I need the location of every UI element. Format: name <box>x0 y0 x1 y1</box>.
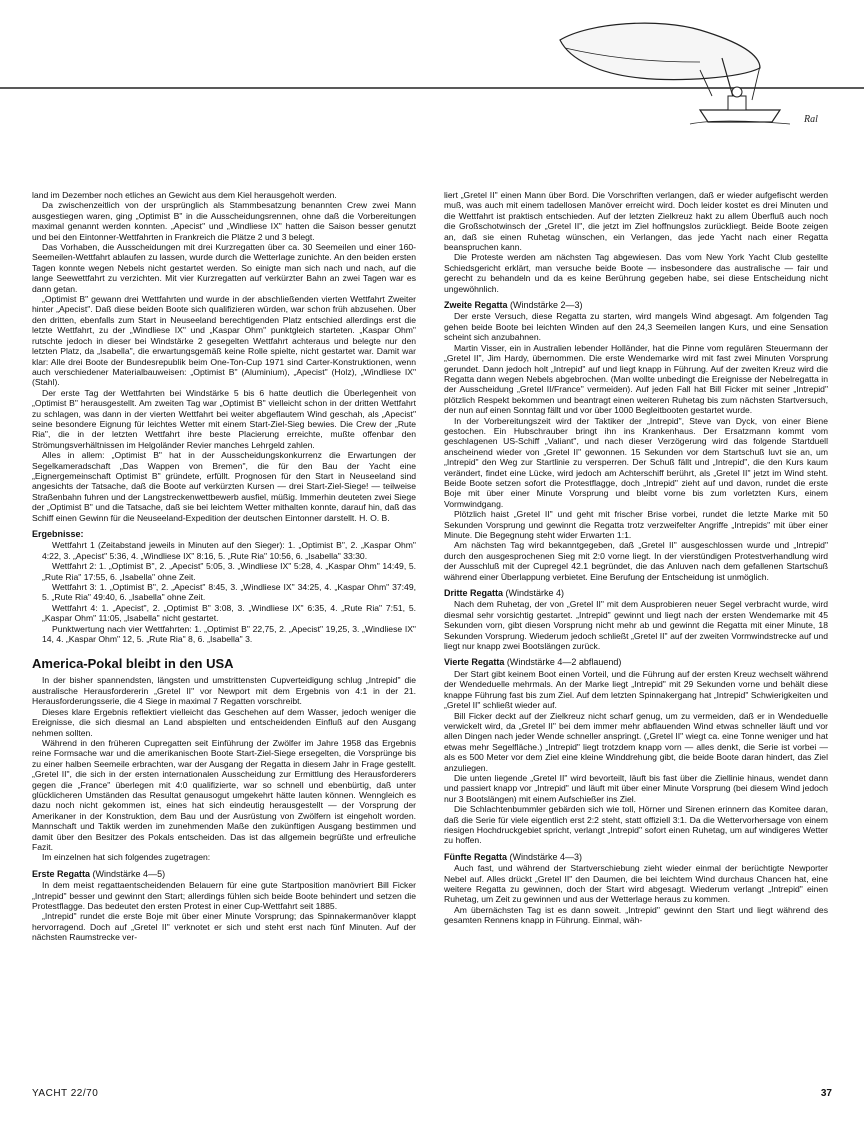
race-title: Erste Regatta <box>32 868 91 879</box>
paragraph: Da zwischenzeitlich von der ursprünglich als Stammbesatzung benannten Crew zwei Mann ausgestiegen waren, ging „Optimist B" in die Ausscheidungsrennen, ohne daß die Vorbereitungen maximal genannt werden konnten. „Apecist" und „Windliese IX" hatten die Saison besser genutzt und bei den Eintonner-Wettfahrten in Frankreich die Plätze 2 und 3 belegt. <box>32 200 416 242</box>
paragraph: In der bisher spannendsten, längsten und umstrittensten Cupverteidigung schlug „Intrepid" die australische Herausfordererin „Gretel II" vor Newport mit dem Ergebnis von 4:1 in der 21. Herausforderungsserie, die 4 Siege in maximal 7 Regatten vorschreibt. <box>32 675 416 707</box>
paragraph: Die Proteste werden am nächsten Tag abgewiesen. Das vom New York Yacht Club gestellte Schiedsgericht erklärt, man versuche beide Boote — insbesondere das australische — fair und gerecht zu behandeln und da es keine Berührung gegeben habe, sei diese Entscheidung nicht ungewöhnlich. <box>444 252 828 294</box>
paragraph: Die unten liegende „Gretel II" wird bevorteilt, läuft bis fast über die Ziellinie hinaus, wendet dann und passiert knapp vor „Intrepid" und läuft mit über einer Minute Vorsprung (bei diesem Wind jedoch nur 3 Bootslängen) mit einem Aufschießer ins Ziel. <box>444 772 828 804</box>
paragraph: In der Vorbereitungszeit wird der Taktiker der „Intrepid", Steve van Dyck, von einer Biene gestochen. Ein Hubschrauber bringt ihn ins Krankenhaus. Der Ersatzmann kommt vom geschlagenen US-Schiff „Valiant", und nach dieser Verzögerung wird das folgende Startduell anscheinend wieder von „Gretel II" gewonnen. 15 Sekunden vor dem Startschuß luvt sie an, um „Intrepid" den Weg zur Startlinie zu versperren. Der Schuß fällt und „Intrepid", die den Kurs kaum verändert, findet eine Lücke, wird jedoch am Achterschiff berührt, als „Gretel II" jetzt im Wind steht. Beide Boote setzen sofort die Protestflagge, doch „Intrepid" zieht auf und davon, rundet die erste Boje mit über einer Minute Vorsprung und bleibt vorne bis zum vorletzten Kurs, einem Vormwindgang. <box>444 415 828 509</box>
race-title: Vierte Regatta <box>444 657 505 668</box>
paragraph: Der erste Tag der Wettfahrten bei Windstärke 5 bis 6 hatte deutlich die Überlegenheit von „Optimist B" herausgestellt. Am zweiten Tag war „Optimist B" vielleicht schon in der dritten Wettfahrt zu schlagen, was dann in der vierten Wettfahrt bei weiter abgeflautem Wind geschah, als „Apecist" seine besondere Eignung für leichtes Wetter mit einem Start-Ziel-Sieg bewies. Die Crew der „Rute Ria", die in der letzten Wettfahrt ihre beste Placierung erreichte, mußte offenbar den Strömungsverhältnissen im Helgoländer Revier manches Lehrgeld zahlen. <box>32 387 416 450</box>
paragraph: Im einzelnen hat sich folgendes zugetragen: <box>42 852 211 863</box>
results-heading: Ergebnisse: <box>32 529 84 539</box>
paragraph: Das Vorhaben, die Ausscheidungen mit drei Kurzregatten über ca. 30 Seemeilen und einer 160-Seemeilen-Wettfahrt ablaufen zu lassen, wurde durch die Wetterlage zunichte. An den beiden ersten Tagen konnte wegen Nebels nicht gestartet werden. So einigte man sich nach und nach, auf die lange Seewettfahrt zu verzichten. Mit vier Kurzregatten auf verkürzter Bahn an zwei Tagen war es dann getan. <box>32 242 416 294</box>
paragraph: Dieses klare Ergebnis reflektiert vielleicht das Geschehen auf dem Wasser, jedoch weniger die Ereignisse, die sich diesmal an Land abspielten und entscheidenden Einfluß auf den Ausgang nehmen sollten. <box>32 706 416 738</box>
paragraph: Plötzlich haist „Gretel II" und geht mit frischer Brise vorbei, rundet die letzte Marke mit 50 Sekunden Vorsprung und gewinnt die Regatta trotz verzweifelter Angriffe „Intrepids" mit über einer Minute. Die Begegnung steht wider Erwarten 1:1. <box>444 509 828 540</box>
race-wind: (Windstärke 4—3) <box>509 851 583 862</box>
race-heading <box>32 869 416 879</box>
paragraph: Der erste Versuch, diese Regatta zu starten, wird mangels Wind abgesagt. Am folgenden Tag gehen beide Boote bei leichten Winden auf den 24,3 Seemeilen langen Kurs, und eine Sensation scheint sich anzubahnen. <box>444 311 828 343</box>
paragraph: Während in den früheren Cupregatten seit Einführung der Zwölfer im Jahre 1958 das Ergebnis reine Formsache war und die amerikanischen Boote Start-Ziel-Siege ersegelten, die Vorsprünge bis zu einer halben Seemeile erbrachten, war der Ausgang der Regatta in diesem Jahr in Frage gestellt. „Gretel II", die sich in der ersten internationalen Ausscheidung zur Ermittlung des Herausforderers gegen die „France" überlegen mit 4:0 qualifizierte, war so schnell und ebenbürtig, daß unter glücklicheren Umständen das Resultat genausogut umgekehrt hätte lauten können. Wenngleich es dazu noch nicht gekommen ist, eines hat sich eindeutig herausgestellt — der Vorsprung der Amerikaner in der Konstruktion, dem Bau und der Ausrüstung von Zwölfern ist eingeholt worden. Mannschaft und Taktik werden im zunehmenden Maße den zukünftigen Ausgang bestimmen und damit über den Besitzer des Pokals entscheiden. Das ist das allgemein begrüßte und erfreuliche Fazit. <box>32 737 416 852</box>
race-heading <box>444 300 828 310</box>
race-wind: (Windstärke 4—5) <box>92 868 166 879</box>
race-heading <box>444 852 828 862</box>
result-line: Punktwertung nach vier Wettfahrten: 1. „Optimist B" 22,75, 2. „Apecist" 19,25, 3. „Windliese IX" 14, 4. „Kaspar Ohm" 12, 5. „Rute Ria" 8, 6. „Isabella" 3. <box>42 623 416 645</box>
race-wind: (Windstärke 4) <box>505 588 565 599</box>
artist-signature: Ral <box>804 114 818 125</box>
paragraph: Am übernächsten Tag ist es dann soweit. „Intrepid" gewinnt den Start und liegt während des gesamten Rennens knapp in Führung. Einmal, wäh- <box>444 904 828 926</box>
magazine-issue: YACHT 22/70 <box>32 1088 99 1099</box>
paragraph: land im Dezember noch etliches an Gewicht aus dem Kiel herausgeholt werden. <box>32 190 337 200</box>
paragraph: Auch fast, und während der Startverschiebung zieht wieder einmal der berüchtigte Newporter Nebel auf. Alles drückt „Gretel II" den Daumen, die bei leichtem Wind durchaus Chancen hat, eine weitere Regatta zu gewinnen, doch der Start wird abgesagt. Wiederum verlangt „Intrepid" einen Ruhetag, um Zeit zu gewinnen und aus der Wetterlage heraus zu kommen. <box>444 863 828 905</box>
result-line: Wettfahrt 1 (Zeitabstand jeweils in Minuten auf den Sieger): 1. „Optimist B", 2. „Kaspar Ohm" 4:22, 3. „Apecist" 5:36, 4. „Windliese IX" 8:16, 5. „Rute Ria" 10:56, 6. „Isabella" 33:30. <box>42 540 416 561</box>
right-column <box>444 190 828 1070</box>
race-wind: (Windstärke 4—2 abflauend) <box>506 657 622 668</box>
result-line: Wettfahrt 4: 1. „Apecist", 2. „Optimist B" 3:08, 3. „Windliese IX" 6:35, 4. „Rute Ria" 7:51, 5. „Kaspar Ohm" 11:05, „Isabella" nicht gestartet. <box>42 602 416 624</box>
paragraph: „Intrepid" rundet die erste Boje mit über einer Minute Vorsprung; das Spinnakermanöver klappt hervorragend. Doch auf „Gretel II" verknotet er sich und steht erst nach fünf Minuten. Auf der nächsten Raumstrecke ver- <box>32 911 416 943</box>
race-heading <box>444 657 828 667</box>
result-line: Wettfahrt 3: 1. „Optimist B", 2. „Apecist" 8:45, 3. „Windliese IX" 34:25, 4. „Kaspar Ohm" 37:49, 5. „Rute Ria" 49:40, 6. „Isabella" ohne Zeit. <box>42 582 416 603</box>
page-number: 37 <box>820 1088 832 1099</box>
header-illustration <box>0 0 864 140</box>
left-column <box>32 190 416 1070</box>
paragraph: Die Schlachtenbummler gebärden sich wie toll, Hörner und Sirenen erinnern das Komitee daran, daß die Serie für viele eigentlich erst 2:2 steht, statt offiziell 3:1. Da die Wettervorhersage von einem riesigen Hochdruckgebiet spricht, verlangt „Intrepid" sofort einen Ruhetag, um auf windigeres Wetter zu hoffen. <box>444 804 828 846</box>
paragraph: Nach dem Ruhetag, der von „Gretel II" mit dem Ausprobieren neuer Segel verbracht wurde, wird diesmal sehr vorsichtig gestartet. „Intrepid" gewinnt und liegt nach der ersten Wendemarke mit 45 Sekunden vorn, gibt diesen Vorsprung nicht mehr ab und gewinnt die Regatta mit einer Minute, 18 Sekunden Vorsprung. Wiederum jedoch schließt „Gretel II" auf der zweiten Vormwindstrecke auf und liegt nur knapp zwei Bootslängen zurück. <box>444 599 828 652</box>
article-title: America-Pokal bleibt in den USA <box>32 656 234 672</box>
race-title: Zweite Regatta <box>444 300 508 311</box>
paragraph: „Optimist B" gewann drei Wettfahrten und wurde in der abschließenden vierten Wettfahrt Zweiter hinter „Apecist". Daß diese beiden Boote sich qualifizieren würden, war schon früh abzusehen. Über den dritten, ebenfalls zum Start in Neuseeland berechtigenden Platz entschied allerdings erst die letzte Wettfahrt, zu der „Windliese IX" und „Kaspar Ohm" punktgleich starteten. „Kaspar Ohm" rutschte jedoch in dieser bei Windstärke 2 gesegelten Wettfahrt achteraus und belegte nur den letzten Platz, da „Isabella", die erwartungsgemäß keine Rolle spielte, nicht gestartet war. Damit war klar: Alle drei Boote der Bundesrepublik beim One-Ton-Cup 1971 sind Carter-Konstruktionen, wenn auch verschiedener Materialbauweisen: „Optimist B" (Aluminium), „Apecist" (Holz), „Windliese IX" (Stahl). <box>32 294 416 388</box>
paragraph: Alles in allem: „Optimist B" hat in der Ausscheidungskonkurrenz die Erwartungen der Segelkameradschaft „Das Wappen von Bremen", die für den Bau der Yacht eine „Eignergemeinschaft Optimist B" gründete, erfüllt. Prognosen für den Start in Neuseeland sind angesichts der Tatsache, daß die Boote auf verkürzten Kursen — drei Start-Ziel-Siege! — teilweise Straßenbahn fuhren und der Langstreckenwettbewerb ausfiel, müßig. Immerhin deuteten zwei Siege der „Optimist B" und die Tatsache, daß sie bei leichtem Wetter mithalten konnte, darauf hin, daß das Schiff einen Gewinn für die Neuseeland-Expedition der deutschen Eintonner darstellt. H. O. B. <box>32 450 416 523</box>
race-heading <box>444 588 828 598</box>
paragraph: Bill Ficker deckt auf der Zielkreuz nicht scharf genug, um zu vermeiden, daß er in Wendeduelle verwickelt wird, da „Gretel II" bei dem immer mehr abflauenden Wind etwas schneller läuft und vor allen Dingen nach jeder Wende schneller anspringt. („Gretel II" wiegt ca. eine Tonne weniger und hat etwas mehr Segelfläche.) „Intrepid" liegt trotzdem knapp vorn — alles denkt, die Serie ist vorbei — als es 500 Meter vor dem Ziel eine kleine Winddrehung gibt, die beide Boote daran hindert, das Ziel anzuliegen. <box>444 710 828 773</box>
result-line: Wettfahrt 2: 1. „Optimist B", 2. „Apecist" 5:05, 3. „Windliese IX" 5:28, 4. „Kaspar Ohm" 14:49, 5. „Rute Ria" 17:55, 6. „Isabella" ohne Zeit. <box>42 561 416 582</box>
race-wind: (Windstärke 2—3) <box>510 300 583 311</box>
paragraph: Martin Visser, ein in Australien lebender Holländer, hat die Pinne vom regulären Steuermann der „Gretel II", Jim Hardy, übernommen. Die erste Wendemarke wird mit fast zwei Minuten Vorsprung gerundet. Dann jedoch holt „Intrepid" auf und liegt knapp in Führung. Auf der zweiten Kreuz wird die Regatta dann wegen Nebels abgebrochen. (Man wollte unbedingt die Ereignisse der Nebelregatta in der Ausscheidung „Gretel II/France" vermeiden). Auf jeden Fall hat Bill Ficker mit seiner „Intrepid" plötzlich Respekt bekommen und beantragt einen weiteren Ruhetag bis zum nächsten Startversuch, der nun auf einen Sonntag fällt und vor über 1000 Begleitbooten gestartet wurde. <box>444 342 828 416</box>
race-title: Fünfte Regatta <box>444 851 507 862</box>
paragraph: liert „Gretel II" einen Mann über Bord. Die Vorschriften verlangen, daß er wieder aufgefischt werden muß, was auch mit einem tadellosen Manöver erreicht wird. Doch leider kostet es drei Minuten und die Wettfahrt ist praktisch entschieden. Auf der letzten Zielkreuz hakt zu allem Überfluß auch noch die Großschotwinsch der „Gretel II", die jetzt im Ziel hoffnungslos zurückliegt. Beide Boote zeigen an, daß sie einen Ruhetag wünschen, ein Verlangen, das jede Yacht nach einer Regatta beanspruchen kann. <box>444 190 828 253</box>
boat-with-balloon-icon <box>560 23 790 124</box>
paragraph: In dem meist regattaentscheidenden Belauern für eine gute Startposition manövriert Bill Ficker „Intrepid" besser und gewinnt den Start; allerdings fühlen sich beide Boote behindert und setzen die Protestflagge. Das bedeutet den ersten Protest in einer Cup-Wettfahrt seit 1885. <box>32 880 416 911</box>
paragraph: Der Start gibt keinem Boot einen Vorteil, und die Führung auf der ersten Kreuz wechselt während der Wendeduelle mehrmals. An der Marke liegt „Intrepid" mit 29 Sekunden vorne und behält diese knappe Führung fast bis zum Ziel. Auf dem letzten Spinnakergang hat „Intrepid" Schwierigkeiten und „Gretel II" schließt wieder auf. <box>444 668 828 711</box>
paragraph: Am nächsten Tag wird bekanntgegeben, daß „Gretel II" ausgeschlossen wurde und „Intrepid" durch den ausgesprochenen Sieg mit 2:0 vorne liegt. In der vierstündigen Protestverhandlung wird der Ausschluß mit der Cupregel 42.1 begründet, die das Anluven nach dem gefallenen Startschuß während einer Überlappung verbietet. Eine Berufung der Entscheidung ist unmöglich. <box>444 540 828 582</box>
race-title: Dritte Regatta <box>444 588 504 599</box>
